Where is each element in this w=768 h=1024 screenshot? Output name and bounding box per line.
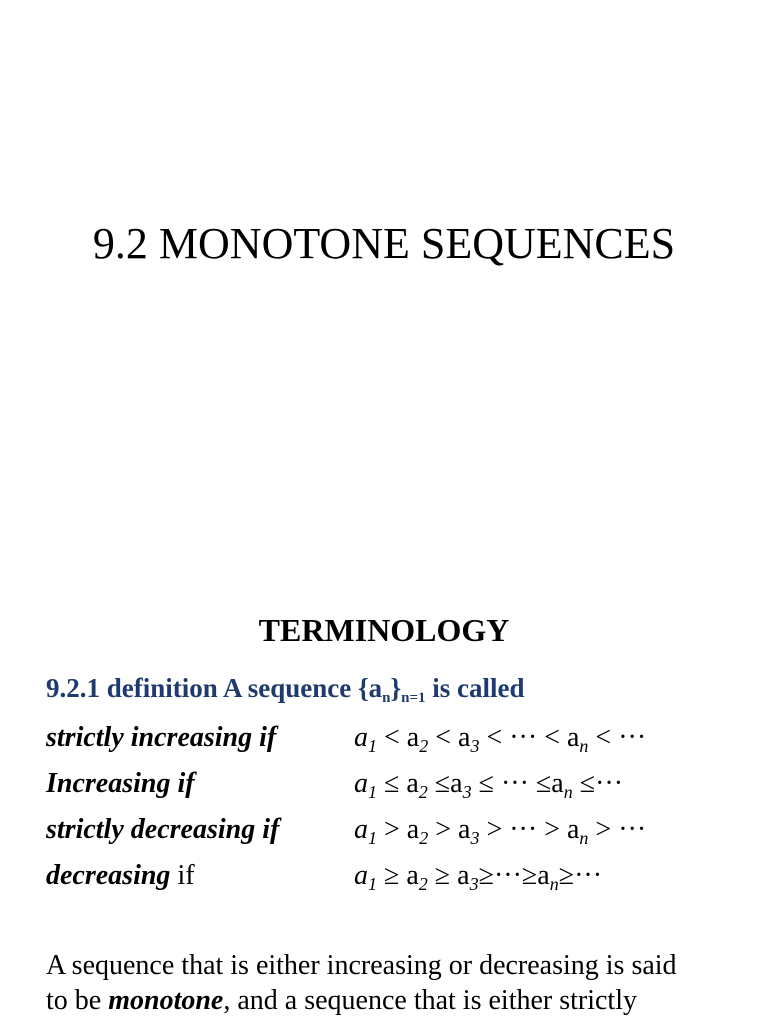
inequality-formula [354,764,623,812]
formula-subscript: 1 [368,874,377,894]
section-heading: TERMINOLOGY [258,612,510,648]
definition-suffix: is called [425,673,525,703]
formula-subscript: 2 [419,828,429,848]
formula-part: ≤a [427,768,463,799]
definition-row-strictly-increasing [46,718,746,758]
formula-subscript: 1 [368,828,377,848]
monotone-paragraph [46,948,746,1018]
paragraph-emphasis: monotone [108,985,224,1016]
definition-subscript-range: n=1 [401,690,426,706]
definition-subscript-n: n [382,690,391,706]
formula-part: < a [428,722,471,753]
formula-part: ≤ ··· ≤a [471,768,564,799]
term-text: decreasing [46,860,171,891]
formula-part: a [354,722,368,753]
formula-subscript: n [563,782,573,802]
formula-part: ≤ a [377,768,419,799]
formula-part: < a [377,722,420,753]
formula-part: ≥ a [427,860,470,891]
formula-part: > a [377,814,420,845]
formula-part: ≥ a [377,860,419,891]
formula-subscript: 3 [470,828,480,848]
formula-subscript: 1 [368,782,377,802]
definition-line [46,670,525,716]
formula-part: > ··· [588,814,647,845]
formula-part: > a [428,814,471,845]
formula-subscript: 1 [368,736,377,756]
formula-subscript: 2 [418,782,428,802]
formula-part: ≤··· [572,768,624,799]
inequality-formula [354,718,646,766]
slide-title: 9.2 MONOTONE SEQUENCES [92,219,676,268]
definition-prefix: 9.2.1 definition A sequence {a [46,673,383,703]
term-text: strictly increasing if [46,722,277,753]
definition-row-strictly-decreasing [46,810,746,850]
formula-part: a [354,814,368,845]
formula-subscript: 3 [470,736,480,756]
formula-subscript: 2 [419,736,429,756]
definition-row-increasing [46,764,746,804]
formula-subscript: 2 [418,874,428,894]
inequality-formula [354,810,646,858]
formula-part: > ··· > a [479,814,580,845]
term-text: strictly decreasing if [46,814,280,845]
formula-subscript: n [549,874,559,894]
formula-subscript: n [579,736,589,756]
formula-part: ≥···≥a [478,860,550,891]
formula-part: a [354,768,368,799]
term-label [46,856,195,896]
formula-part: ≥··· [558,860,603,891]
term-label [46,718,276,758]
paragraph-text: , and a sequence that is either strictly [223,985,637,1016]
definition-row-decreasing [46,856,746,896]
inequality-formula [354,856,602,904]
paragraph-line-1: A sequence that is either increasing or decreasing is said [46,950,677,981]
formula-subscript: 3 [469,874,479,894]
formula-part: a [354,860,368,891]
term-text: Increasing if [46,768,195,799]
term-label [46,810,279,850]
formula-subscript: 3 [462,782,472,802]
paragraph-text: to be [46,985,109,1016]
formula-part: < ··· [588,722,647,753]
term-label [46,764,195,804]
formula-subscript: n [579,828,589,848]
formula-part: < ··· < a [479,722,580,753]
paragraph-line-2 [46,983,746,1018]
definition-brace: } [390,673,402,703]
term-plain-text: if [170,860,195,891]
